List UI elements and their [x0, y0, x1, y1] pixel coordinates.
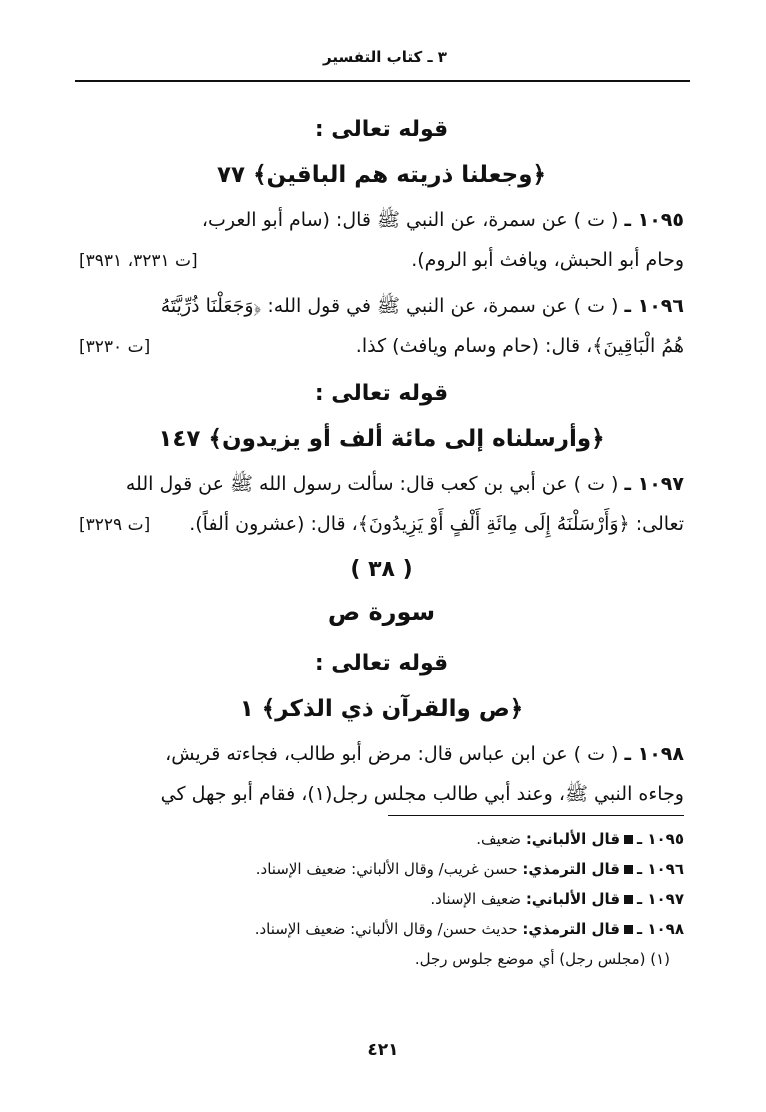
hadith-line-text	[126, 464, 684, 504]
section-heading: قوله تعالى :	[314, 651, 449, 676]
hadith-number: ١٠٩٦ ـ	[624, 295, 684, 317]
square-bullet-icon	[624, 835, 633, 844]
footnote-label: قال الألباني:	[525, 890, 621, 908]
footnote-number: ١٠٩٧ ـ	[637, 890, 684, 908]
hadith-text: ( ت ) عن سمرة، عن النبي ﷺ قال: (سام أبو العرب،	[201, 209, 619, 231]
footnotes	[79, 824, 684, 974]
hadith-line	[79, 326, 684, 366]
hadith-line-text	[161, 286, 684, 326]
footnote-text: حديث حسن/ وقال الألباني: ضعيف الإسناد.	[254, 920, 518, 938]
hadith-text: وحام أبو الحبش، ويافث أبو الروم).	[411, 249, 684, 271]
section-heading: قوله تعالى :	[314, 381, 449, 406]
hadith-line	[79, 734, 684, 774]
surah-name: سورة ص	[327, 598, 436, 626]
footnote-grade	[79, 824, 684, 854]
hadith-line-text	[202, 200, 684, 240]
ayah-title: ﴿وأرسلناه إلى مائة ألف أو يزيدون﴾ ١٤٧	[158, 426, 605, 452]
hadith-text: هُمُ الْبَاقِينَ﴾، قال: (حام وسام ويافث) كذا.	[355, 335, 684, 357]
footnote-label: قال الترمذي:	[522, 860, 621, 878]
footnote-number: ١٠٩٨ ـ	[637, 920, 684, 938]
hadith-line	[79, 504, 684, 544]
hadith-line	[79, 240, 684, 280]
hadith-line	[79, 286, 684, 326]
footnote-label: قال الألباني:	[525, 830, 621, 848]
footnote-grade	[79, 854, 684, 884]
square-bullet-icon	[624, 895, 633, 904]
hadith-1098	[79, 734, 684, 814]
hadith-number: ١٠٩٧ ـ	[624, 473, 684, 495]
header-rule	[75, 80, 690, 82]
hadith-text: ( ت ) عن سمرة، عن النبي ﷺ في قول الله: ﴿وَجَعَلْنَا ذُرِّيَّتَهُ	[160, 295, 619, 317]
footnote-text: ضعيف.	[476, 830, 522, 848]
footnote-grade	[79, 884, 684, 914]
hadith-1097	[79, 464, 684, 544]
section-heading: قوله تعالى :	[314, 117, 449, 142]
hadith-text: تعالى: ﴿وَأَرْسَلْنَهُ إِلَى مِائَةِ أَلْفٍ أَوْ يَزِيدُونَ﴾، قال: (عشرون ألفاً).	[189, 513, 684, 535]
footnote-grade	[79, 914, 684, 944]
ayah-title: ﴿ص والقرآن ذي الذكر﴾ ١	[239, 696, 524, 722]
footnote-rule	[388, 815, 684, 816]
page-number: ٤٢١	[367, 1040, 399, 1060]
footnote-number: ١٠٩٦ ـ	[637, 860, 684, 878]
hadith-1096	[79, 286, 684, 366]
square-bullet-icon	[624, 865, 633, 874]
hadith-text: وجاءه النبي ﷺ، وعند أبي طالب مجلس رجل(١)، فقام أبو جهل كي	[160, 783, 684, 805]
footnote-text: ضعيف الإسناد.	[430, 890, 522, 908]
hadith-line	[79, 774, 684, 814]
footnote-explanation: (١) (مجلس رجل) أي موضع جلوس رجل.	[414, 950, 670, 968]
hadith-reference: [ت ٣٢٢٩]	[79, 515, 151, 535]
ayah-title: ﴿وجعلنا ذريته هم الباقين﴾ ٧٧	[216, 162, 547, 188]
hadith-line	[79, 200, 684, 240]
hadith-reference: [ت ٣٢٣٠]	[79, 337, 151, 357]
square-bullet-icon	[624, 925, 633, 934]
running-header: ٣ ـ كتاب التفسير	[323, 48, 447, 66]
page-body	[79, 108, 684, 814]
hadith-number: ١٠٩٨ ـ	[624, 743, 684, 765]
hadith-line-text	[165, 734, 684, 774]
hadith-text: ( ت ) عن ابن عباس قال: مرض أبو طالب، فجاءته قريش،	[165, 743, 619, 765]
hadith-line	[79, 464, 684, 504]
hadith-reference: [ت ٣٢٣١، ٣٩٣١]	[79, 251, 198, 271]
hadith-number: ١٠٩٥ ـ	[624, 209, 684, 231]
hadith-text: ( ت ) عن أبي بن كعب قال: سألت رسول الله ﷺ عن قول الله	[125, 473, 619, 495]
hadith-1095	[79, 200, 684, 280]
footnote-number: ١٠٩٥ ـ	[637, 830, 684, 848]
footnote-text: حسن غريب/ وقال الألباني: ضعيف الإسناد.	[255, 860, 518, 878]
surah-number: ( ٣٨ )	[350, 557, 413, 582]
footnote-label: قال الترمذي:	[522, 920, 621, 938]
